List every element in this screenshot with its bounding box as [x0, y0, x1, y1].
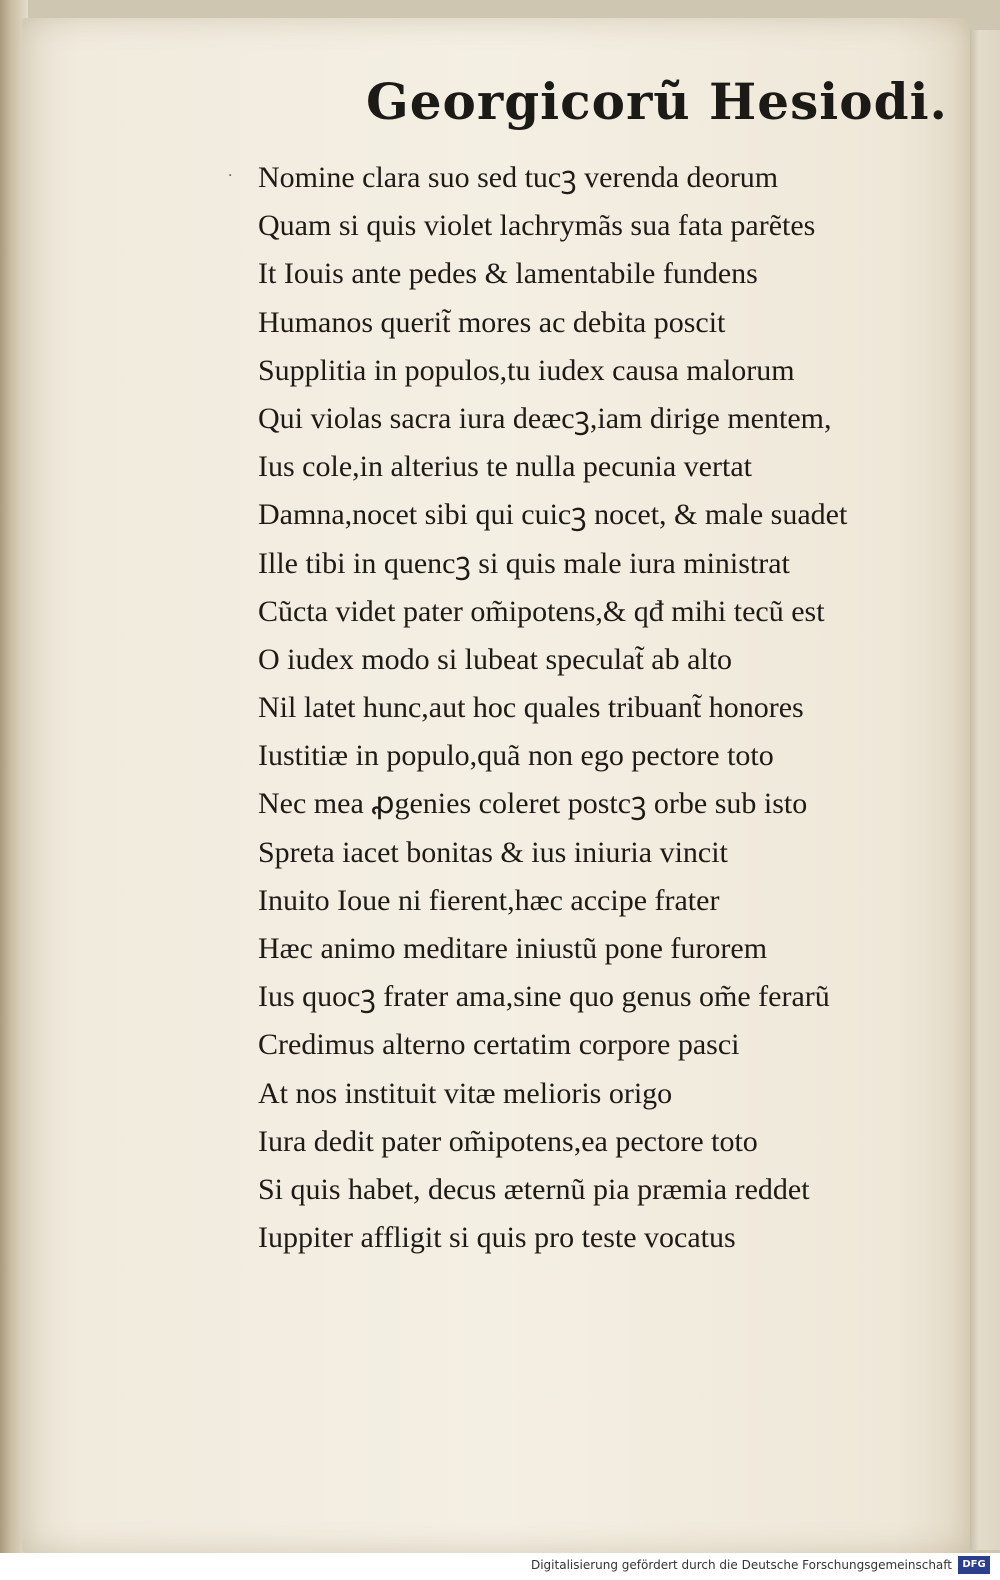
verse-line: Ille tibi in quencꝫ si quis male iura ministrat: [258, 546, 790, 580]
verse-line: Si quis habet, decus æternũ pia præmia reddet: [258, 1172, 810, 1206]
verse-line: Nil latet hunc,aut hoc quales tribuant̃ honores: [258, 691, 804, 725]
facing-page-edge: [965, 30, 1000, 1550]
footer-bar: [0, 1553, 1000, 1580]
funding-credit: Digitalisierung gefördert durch die Deutsche Forschungsgemeinschaft: [530, 1558, 952, 1572]
verse-line: Spreta iacet bonitas & ius iniuria vincit: [258, 835, 728, 869]
verse-line: Iura dedit pater om̃ipotens,ea pectore toto: [258, 1124, 758, 1158]
verse-line: Credimus alterno certatim corpore pasci: [258, 1028, 740, 1062]
verse-line: It Iouis ante pedes & lamentabile fundens: [258, 257, 758, 291]
verse-line: Hæc animo meditare iniustũ pone furorem: [258, 932, 768, 965]
verse-line: Ius cole,in alterius te nulla pecunia vertat: [258, 450, 752, 484]
verse-line: At nos instituit vitæ melioris origo: [258, 1076, 673, 1110]
verse-line: Supplitia in populos,tu iudex causa malorum: [258, 353, 795, 387]
verse-line: Nomine clara suo sed tucꝫ verenda deorum: [258, 161, 779, 194]
page-heading: Georgicorũ Hesiodi.: [366, 72, 948, 131]
verse-line: Cũcta videt pater om̃ipotens,& qđ mihi tecũ est: [258, 594, 825, 628]
verse-line: Inuito Ioue ni fierent,hæc accipe frater: [258, 883, 720, 917]
dfg-logo: DFG: [958, 1556, 990, 1574]
verse-line: Humanos querit̃ mores ac debita poscit: [258, 305, 726, 339]
verse-list: [258, 158, 898, 1266]
verse-line: Iustitiæ in populo,quã non ego pectore toto: [258, 739, 774, 773]
verse-line: Damna,nocet sibi qui cuicꝫ nocet, & male suadet: [258, 498, 848, 532]
verse-line: Iuppiter affligit si quis pro teste vocatus: [258, 1221, 736, 1255]
verse-line: Quam si quis violet lachrymãs sua fata parẽtes: [258, 209, 816, 243]
verse-line: O iudex modo si lubeat speculat̃ ab alto: [258, 642, 733, 676]
margin-dot: ·: [228, 168, 233, 184]
verse-line: Ius quocꝫ frater ama,sine quo genus om̃e ferarũ: [258, 980, 830, 1014]
verse-line: Nec mea ꝓgenies coleret postcꝫ orbe sub isto: [258, 787, 808, 821]
verse-line: Qui violas sacra iura deæcꝫ,iam dirige mentem,: [258, 401, 832, 435]
